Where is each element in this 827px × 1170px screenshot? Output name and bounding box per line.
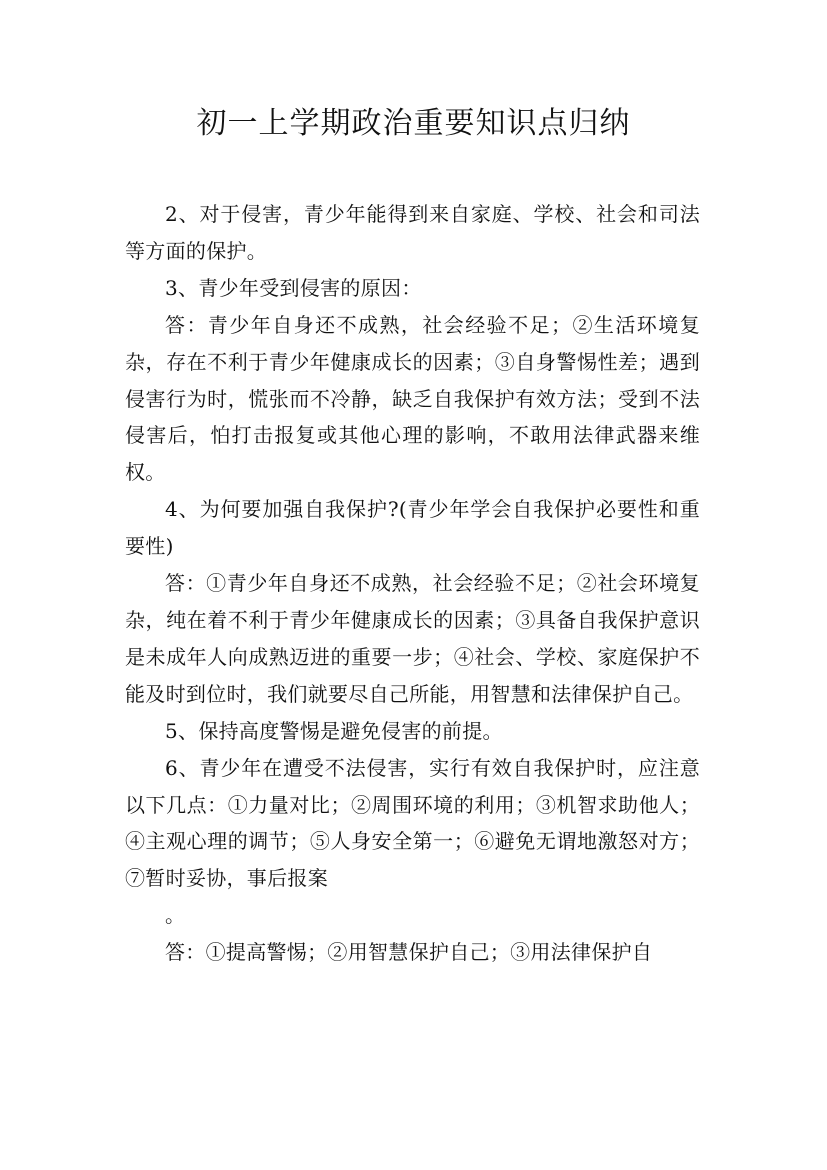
paragraph-item-2: 2、对于侵害，青少年能得到来自家庭、学校、社会和司法等方面的保护。 [125,202,700,263]
paragraph-item-5: 5、保持高度警惕是避免侵害的前提。 [165,718,503,743]
paragraph-item-3-heading: 3、青少年受到侵害的原因： [165,275,422,300]
page-title: 初一上学期政治重要知识点归纳 [196,106,631,141]
paragraph-item-4-heading: 4、为何要加强自我保护?(青少年学会自我保护必要性和重要性) [125,497,700,559]
paragraph-answer-3: 答：青少年自身还不成熟，社会经验不足；②生活环境复杂，存在不利于青少年健康成长的因素；③自身警惕性差；遇到侵害行为时，慌张而不冷静，缺乏自我保护有效方法；受到不法侵害后，怕打击报复或其他心理的影响，不敢用法律武器来维权。 [125,312,700,485]
document-body [125,196,700,971]
paragraph-answer-6: 答：①提高警惕；②用智慧保护自己；③用法律保护自 [165,940,653,965]
paragraph-answer-4: 答：①青少年自身还不成熟，社会经验不足；②社会环境复杂，纯在着不利于青少年健康成长的因素；③具备自我保护意识是未成年人向成熟迈进的重要一步；④社会、学校、家庭保护不能及时到位时，我们就要尽自己所能，用智慧和法律保护自己。 [125,571,700,706]
paragraph-stray-period: 。 [165,903,186,928]
paragraph-item-6: 6、青少年在遭受不法侵害，实行有效自我保护时，应注意以下几点：①力量对比；②周围环境的利用；③机智求助他人；④主观心理的调节；⑤人身安全第一；⑥避免无谓地激怒对方；⑦暂时妥协，事后报案 [125,755,700,891]
